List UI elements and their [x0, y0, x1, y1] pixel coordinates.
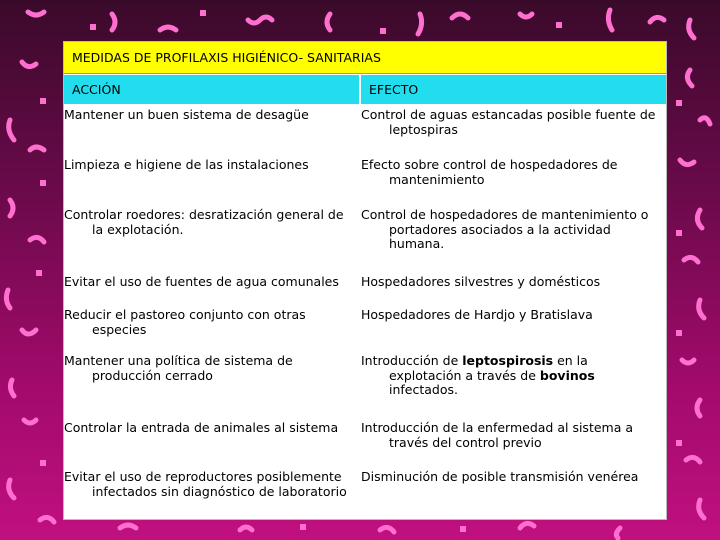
cell-efecto: Control de hospedadores de mantenimiento o portadores asociados a la actividad humana.	[361, 207, 649, 251]
cell-efecto: Introducción de la enfermedad al sistema a través del control previo	[361, 420, 634, 450]
header-accion: ACCIÓN	[64, 75, 359, 104]
cell-efecto: Introducción de leptospirosis en la explotación a través de bovinos infectados.	[361, 353, 595, 397]
prophylaxis-table	[63, 41, 667, 520]
cell-accion: Reducir el pastoreo conjunto con otras especies	[64, 307, 306, 337]
emphasis-bovinos: bovinos	[539, 367, 595, 383]
cell-accion: Limpieza e higiene de las instalaciones	[64, 157, 309, 172]
table-row	[64, 208, 666, 252]
cell-efecto: Hospedadores silvestres y domésticos	[361, 274, 601, 289]
table-row	[64, 108, 666, 137]
table-row	[64, 354, 666, 398]
cell-efecto: Hospedadores de Hardjo y Bratislava	[361, 307, 593, 322]
table-row	[64, 275, 666, 290]
table-row	[64, 470, 666, 499]
cell-accion: Controlar la entrada de animales al sistema	[64, 420, 339, 435]
table-row	[64, 308, 666, 337]
table-row	[64, 421, 666, 450]
cell-efecto: Control de aguas estancadas posible fuente de leptospiras	[361, 107, 656, 137]
cell-accion: Mantener una política de sistema de producción cerrado	[64, 353, 293, 383]
table-header-row	[64, 75, 666, 104]
cell-efecto: Disminución de posible transmisión venérea	[361, 469, 639, 484]
cell-accion: Evitar el uso de fuentes de agua comunales	[64, 274, 339, 289]
cell-accion: Evitar el uso de reproductores posiblemente infectados sin diagnóstico de laboratorio	[64, 469, 347, 499]
emphasis-leptospirosis: leptospirosis	[462, 353, 554, 368]
cell-efecto: Efecto sobre control de hospedadores de mantenimiento	[361, 157, 618, 187]
cell-accion: Controlar roedores: desratización general de la explotación.	[64, 207, 344, 237]
cell-accion: Mantener un buen sistema de desagüe	[64, 107, 309, 122]
table-title: MEDIDAS DE PROFILAXIS HIGIÉNICO- SANITARIAS	[64, 42, 666, 74]
table-row	[64, 158, 666, 187]
header-efecto: EFECTO	[361, 75, 666, 104]
